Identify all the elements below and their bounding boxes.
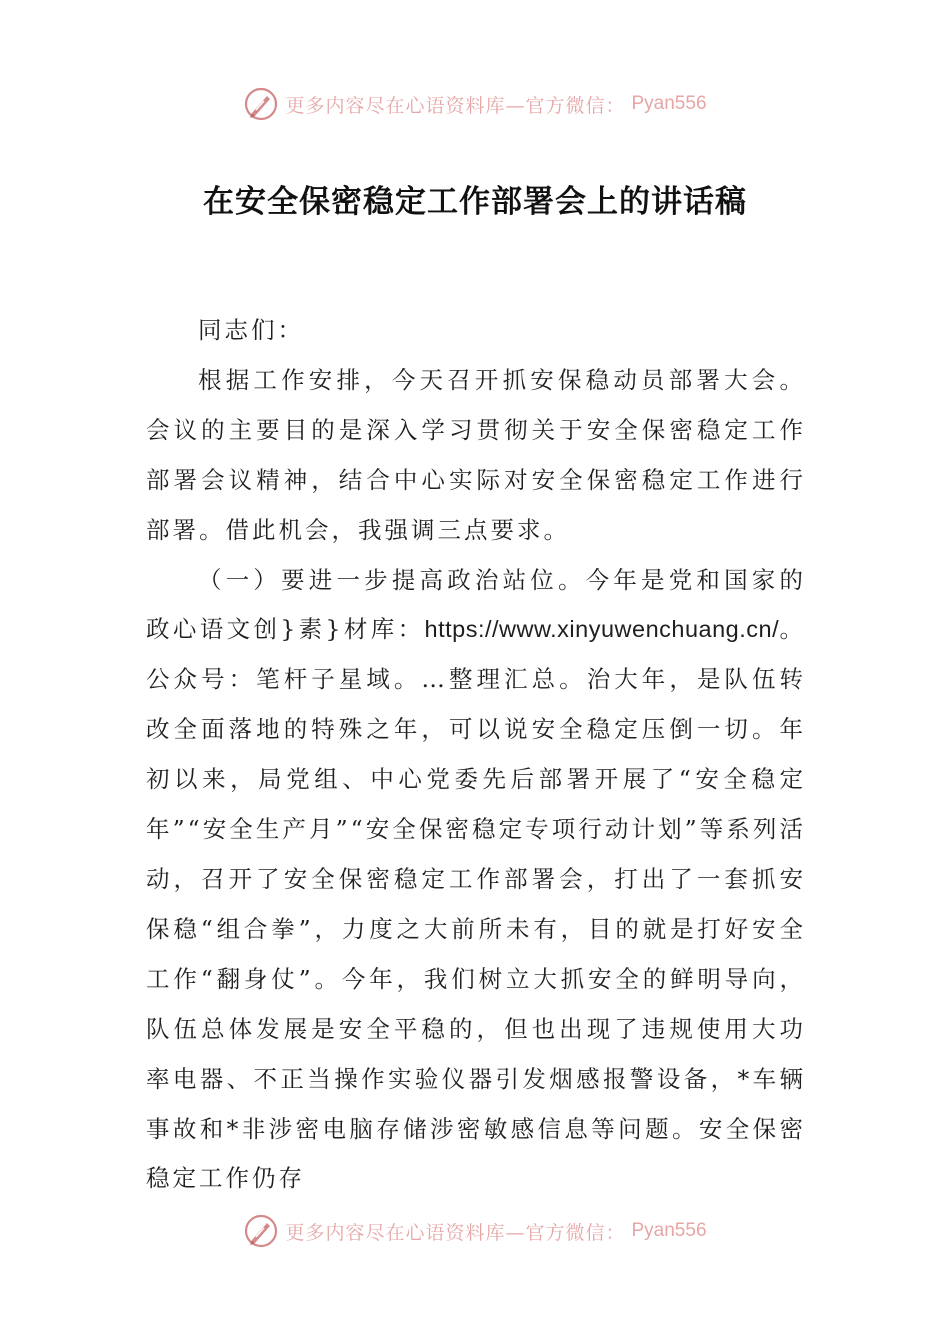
pen-logo-icon (243, 1213, 279, 1249)
wechat-id: Pyan556 (631, 93, 707, 114)
paragraph: 根据工作安排，今天召开抓安保稳动员部署大会。会议的主要目的是深入学习贯彻关于安全保密稳定工作部署会议精神，结合中心实际对安全保密稳定工作进行部署。借此机会，我强调三点要求。 (146, 365, 806, 544)
website-url: https://www.xinyuwenchuang.cn/ (424, 616, 780, 643)
paragraph-political-stance (146, 556, 806, 1205)
paragraph-text: 。公众号：笔杆子星域。…整理汇总。治大年，是队伍转改全面落地的特殊之年，可以说安全稳定压倒一切。年初以来，局党组、中心党委先后部署开展了“安全稳定年”“安全生产月”“安全保密稳定专项行动计划”等系列活动，召开了安全保密稳定工作部署会，打出了一套抓安保稳“组合拳”，力度之大前所未有，目的就是打好安全工作“翻身仗”。今年，我们树立大抓安全的鲜明导向，队伍总体发展是安全平稳的，但也出现了违规使用大功率电器、不正当操作实验仪器引发烟感报警设备，*车辆事故和*非涉密电脑存储涉密敏感信息等问题。安全保密稳定工作仍存 (146, 615, 807, 1193)
header-banner (0, 84, 950, 124)
document-title: 在安全保密稳定工作部署会上的讲话稿 (203, 184, 747, 220)
banner-text: 更多内容尽在心语资料库—官方微信： (285, 94, 626, 117)
document-body (146, 306, 806, 1204)
paragraph-text: （一）要进一步提高政治站位。今年是党和国家的政心语文创}素}材库： (146, 565, 806, 644)
footer-banner (0, 1211, 950, 1251)
salutation: 同志们： (198, 316, 304, 344)
wechat-id: Pyan556 (631, 1220, 707, 1241)
pen-logo-icon (243, 86, 279, 122)
banner-text: 更多内容尽在心语资料库—官方微信： (285, 1221, 626, 1244)
